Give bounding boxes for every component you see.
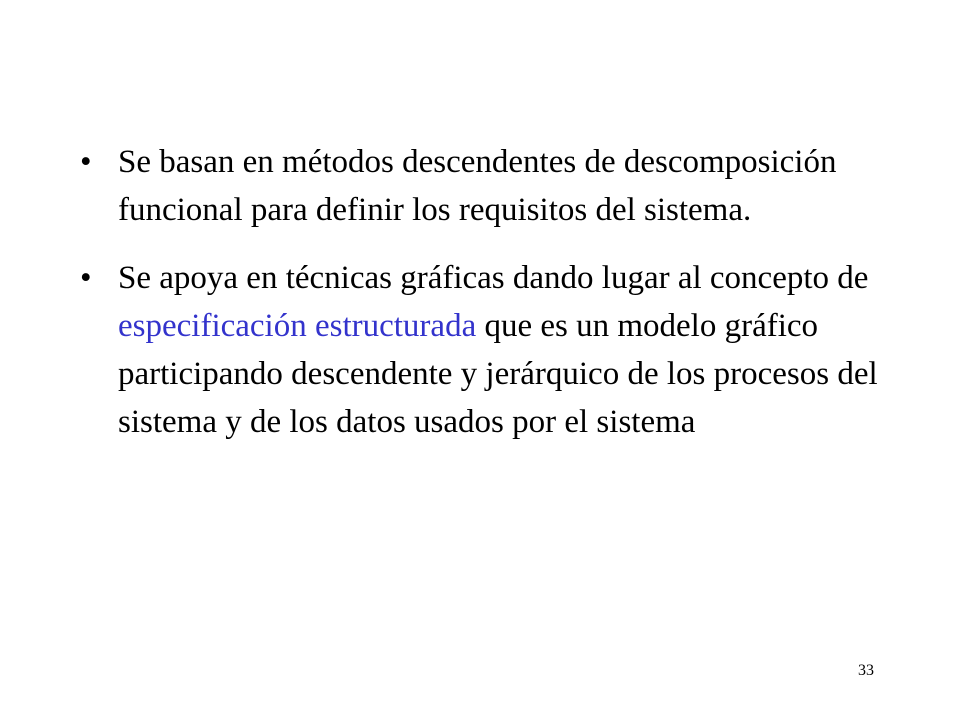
highlighted-term: especificación estructurada [118,308,477,344]
page-number: 33 [858,662,874,679]
bullet-text-before: Se apoya en técnicas gráficas dando lugar al concepto de [118,260,869,296]
bullet-list [80,138,900,466]
bullet-text-after: que es un modelo gráfico participando descendente y jerárquico de los procesos del sistema y de los datos usados por el sistema [118,308,878,440]
bullet-marker: • [80,144,92,180]
bullet-marker: • [80,260,92,296]
bullet-item-2 [80,254,900,446]
bullet-text: Se basan en métodos descendentes de descomposición funcional para definir los requisitos del sistema. [118,144,837,228]
bullet-item-1 [80,138,900,234]
